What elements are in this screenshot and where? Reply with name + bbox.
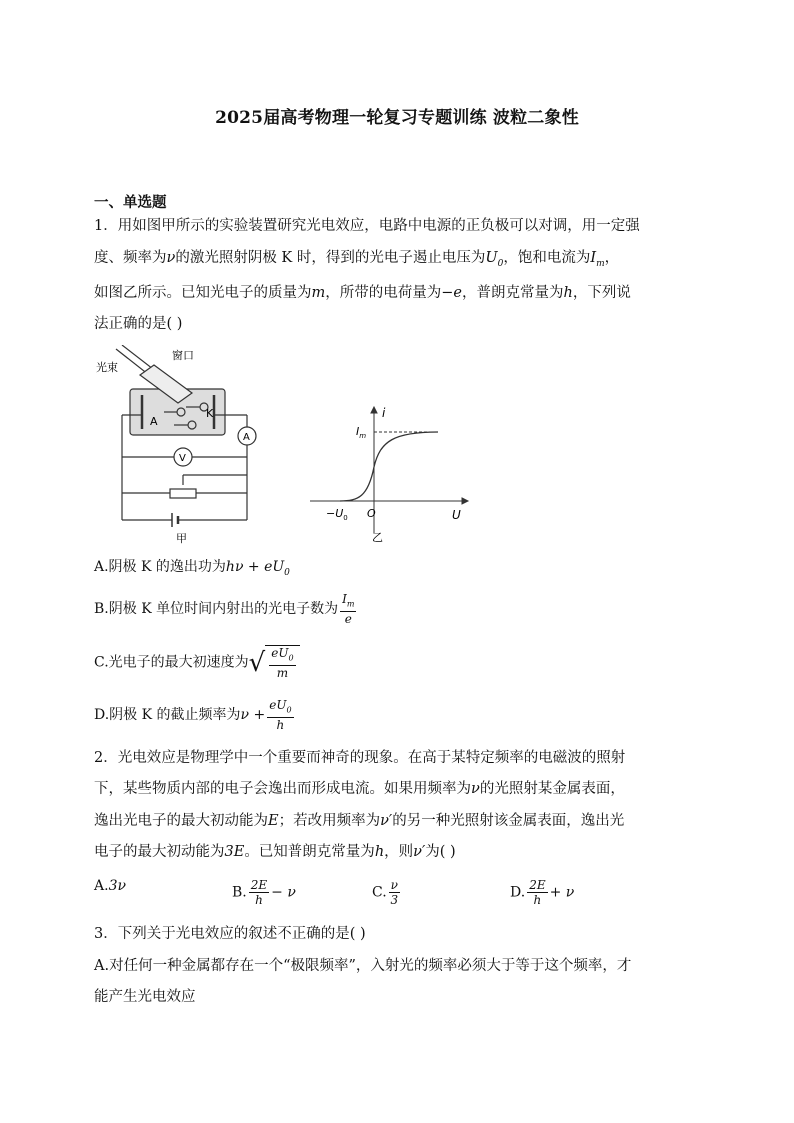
q2-line4: 电子的最大初动能为3E。已知普朗克常量为h，则ν′为( ): [94, 844, 456, 860]
iv-curve-graph: [310, 405, 470, 545]
q1-text: 的激光照射阴极 K 时，得到的光电子遏止电压为: [175, 250, 486, 266]
symbol-nu: ν: [166, 250, 176, 266]
q2-line1: 2．光电效应是物理学中一个重要而神奇的现象。在高于某特定频率的电磁波的照射: [94, 750, 626, 766]
q1-option-d[interactable]: D.阴极 K 的截止频率为ν + $\frac{eU_0}{h}$: [94, 698, 292, 733]
iv-curve: [340, 432, 438, 501]
q1-text: ，饱和电流为: [503, 250, 591, 266]
caption-jia: 甲: [176, 532, 187, 545]
label-voltmeter: V: [179, 453, 186, 464]
q1-option-b[interactable]: B.阴极 K 单位时间内射出的光电子数为 $\frac{I_m}{e}$: [94, 592, 355, 627]
q1-line4: 法正确的是( ): [94, 316, 183, 332]
rheostat: [170, 489, 196, 498]
page-title: 2025届高考物理一轮复习专题训练 波粒二象性: [215, 108, 579, 128]
q2-option-c[interactable]: C. $\frac{\nu}{3}$: [372, 878, 399, 907]
apparatus-diagram: [92, 345, 267, 545]
label-anode: A: [150, 415, 158, 428]
q1-option-c[interactable]: C.光电子的最大初速度为 √ $\frac{eU_0}{m}$: [94, 645, 300, 680]
q3-option-a-line1[interactable]: A.对任何一种金属都存在一个“极限频率”，入射光的频率必须大于等于这个频率，才: [94, 958, 632, 974]
q1-text: 度、频率为: [94, 250, 167, 266]
label-light: 光束: [96, 361, 118, 374]
q2-option-a[interactable]: A.3ν: [94, 878, 126, 894]
q1-line1: 1．用如图甲所示的实验装置研究光电效应，电路中电源的正负极可以对调，用一定强: [94, 218, 640, 234]
q1-option-a[interactable]: A.阴极 K 的逸出功为$h\nu + eU_0$: [94, 559, 290, 578]
q3-line1: 3．下列关于光电效应的叙述不正确的是( ): [94, 926, 366, 942]
q3-option-a-line2[interactable]: 能产生光电效应: [94, 989, 196, 1005]
symbol-u0: $U_0$: [485, 250, 504, 269]
caption-yi: 乙: [372, 531, 383, 544]
section-heading: 一、单选题: [94, 194, 167, 211]
q1-line3: 如图乙所示。已知光电子的质量为m，所带的电荷量为−e，普朗克常量为h，下列说: [94, 285, 631, 301]
label-origin: O: [367, 507, 376, 520]
label-i: i: [382, 406, 386, 420]
q2-line2: 下，某些物质内部的电子会逸出而形成电流。如果用频率为ν的光照射某金属表面，: [94, 781, 625, 797]
label-neg-u0: $-U_0$: [326, 507, 348, 522]
symbol-im: $I_m$: [590, 250, 605, 269]
label-im: $I_m$: [356, 425, 367, 440]
label-u: U: [452, 508, 461, 522]
label-window: 窗口: [172, 349, 194, 362]
q2-option-b[interactable]: B. $\frac{2E}{h}$ − ν: [232, 878, 296, 907]
label-ammeter: A: [243, 432, 250, 443]
label-cathode: K: [206, 407, 214, 420]
q2-line3: 逸出光电子的最大初动能为E；若改用频率为ν′的另一种光照射该金属表面，逸出光: [94, 813, 625, 829]
q1-line2: 度、频率为ν的激光照射阴极 K 时，得到的光电子遏止电压为$U_0$，饱和电流为$I_m$，: [94, 250, 620, 269]
q2-option-d[interactable]: D. $\frac{2E}{h}$ + ν: [510, 878, 575, 907]
